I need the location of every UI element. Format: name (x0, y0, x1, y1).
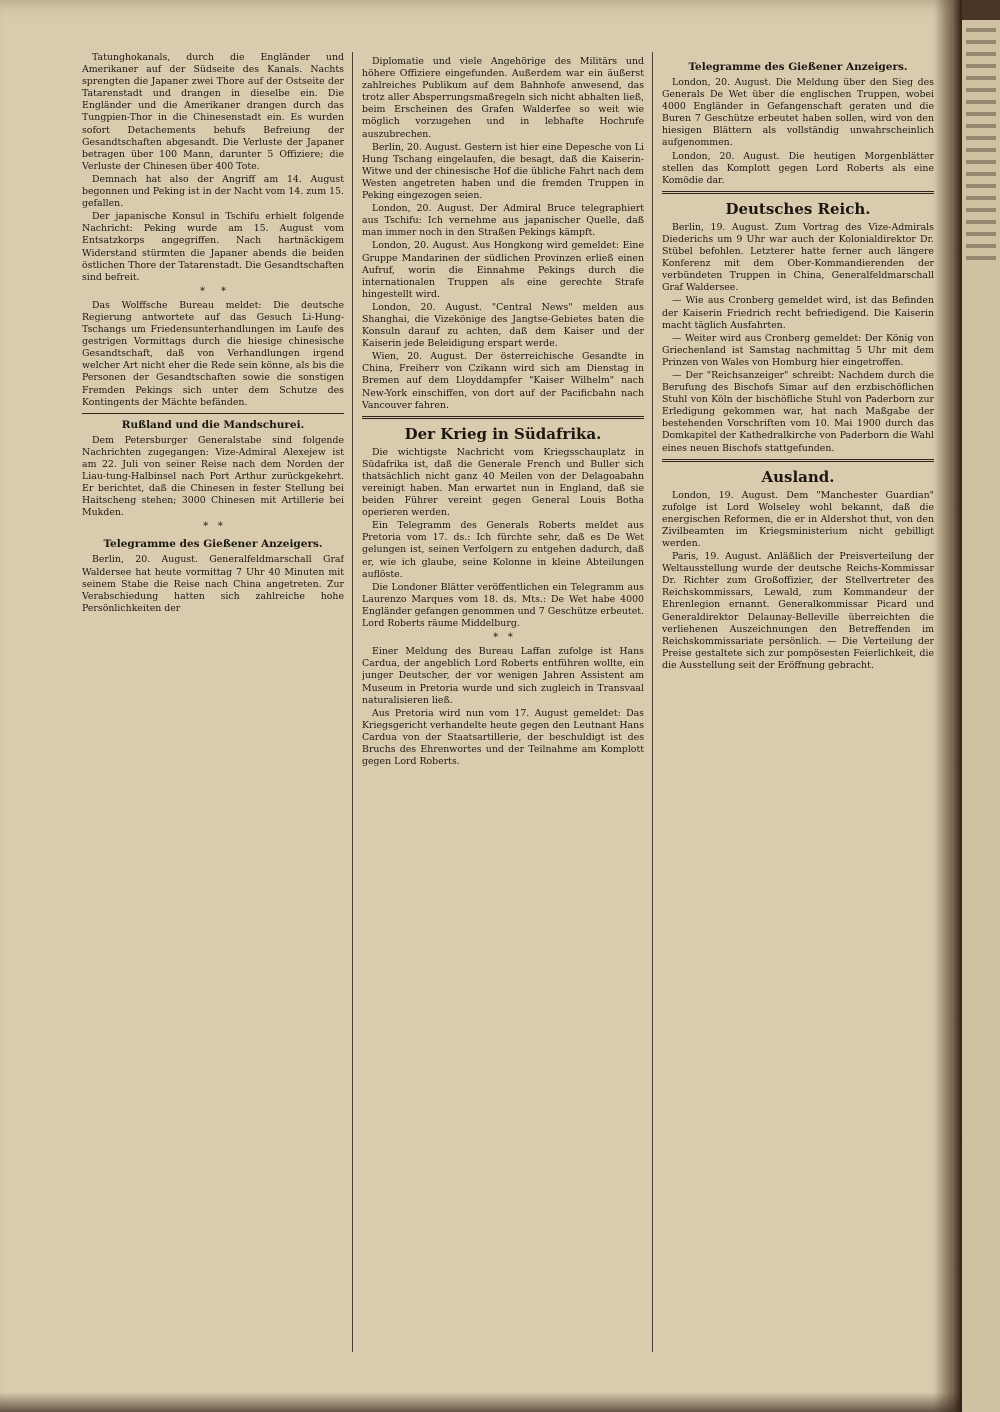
article-paragraph: Berlin, 20. August. Generalfeldmarschall Graf Waldersee hat heute vormittag 7 Uhr 40 Minuten mit seinem Stabe die Reise nach China angetreten. Zur Verabschiedung hatten sich zahlreiche hohe Persönlichkeiten der (82, 554, 344, 614)
section-heading: Der Krieg in Südafrika. (404, 424, 602, 443)
section-heading: Rußland und die Mandschurei. (121, 418, 305, 431)
section-heading: Ausland. (761, 467, 835, 486)
column-rule (352, 52, 353, 1352)
section-heading: Telegramme des Gießener Anzeigers. (688, 61, 908, 73)
article-paragraph: Der japanische Konsul in Tschifu erhielt folgende Nachricht: Peking wurde am 15. August vom Entsatzkorps angegriffen. Nach hartnäckigem Widerstand stürmten die Japaner abends die beiden östlichen Thore der Tatarenstadt. Die Gesandtschaften sind befreit. (82, 211, 344, 283)
article-paragraph: Demnach hat also der Angriff am 14. August begonnen und Peking ist in der Nacht vom 14. zum 15. gefallen. (82, 173, 344, 210)
column-left (82, 52, 344, 1342)
article-paragraph: London, 20. August. Die heutigen Morgenblätter stellen das Komplott gegen Lord Roberts als eine Komödie dar. (662, 150, 934, 186)
section-separator: * * (200, 285, 226, 297)
article-paragraph: Berlin, 20. August. Gestern ist hier eine Depesche von Li Hung Tschang eingelaufen, die besagt, daß die Kaiserin-Witwe und der chinesische Hof die übliche Fahrt nach dem Westen angetreten haben und die fremden Truppen in Peking eingezogen seien. (362, 141, 644, 202)
section-separator: * * (493, 632, 513, 644)
article-paragraph: Das Wolffsche Bureau meldet: Die deutsche Regierung antwortete auf das Gesuch Li-Hung-Tschangs um Friedensunterhandlungen im Laufe des gestrigen Vormittags durch die hiesige chinesische Gesandtschaft, daß von Verhandlungen irgend welcher Art nicht eher die Rede sein könne, als bis die Personen der Gesandtschaften sowie die sonstigen Fremden Pekings sich unter dem Schutze des Kontingents der Mächte befänden. (82, 299, 344, 408)
section-heading: Deutsches Reich. (725, 199, 871, 218)
column-middle (362, 56, 644, 1366)
article-paragraph: Einer Meldung des Bureau Laffan zufolge ist Hans Cardua, der angeblich Lord Roberts entführen wollte, ein junger Deutscher, der vor wenigen Jahren Assistent am Museum in Pretoria wurde und sich zugleich in Transvaal naturalisieren ließ. (362, 646, 644, 706)
article-paragraph: Aus Pretoria wird nun vom 17. August gemeldet: Das Kriegsgericht verhandelte heute gegen den Leutnant Hans Cardua von der Staatsartillerie, der beschuldigt ist des Bruchs des Ehrenwortes und der Teilnahme am Komplott gegen Lord Roberts. (362, 707, 644, 768)
binding-gutter (934, 0, 962, 1412)
article-paragraph: — Weiter wird aus Cronberg gemeldet: Der König von Griechenland ist Samstag nachmittag 5 Uhr mit dem Prinzen von Wales von Homburg hier eingetroffen. (662, 332, 934, 368)
article-paragraph: London, 20. August. Der Admiral Bruce telegraphiert aus Tschifu: Ich vernehme aus japanischer Quelle, daß man immer noch in den Straßen Pekings kämpft. (362, 203, 644, 239)
article-paragraph: London, 20. August. Die Meldung über den Sieg des Generals De Wet über die englischen Truppen, wobei 4000 Engländer in Gefangenschaft geraten und die Buren 7 Geschütze erbeutet haben sollen, wird von den hiesigen Blättern als vollständig unwahrscheinlich aufgenommen. (662, 77, 934, 149)
page-bottom-shadow (0, 1392, 962, 1412)
divider (662, 191, 934, 194)
divider (362, 416, 644, 419)
article-paragraph: Diplomatie und viele Angehörige des Militärs und höhere Offiziere eingefunden. Außerdem war ein äußerst zahlreiches Publikum auf dem Bahnhofe anwesend, das trotz aller Absperrungsmaßregeln sich nicht abhalten ließ, beim Erscheinen des Grafen Walderfee so weit wie möglich vorzugehen und in lebhafte Hochrufe auszubrechen. (362, 56, 644, 140)
article-paragraph: London, 20. August. "Central News" melden aus Shanghai, die Vizekönige des Jangtse-Gebietes baten die Konsuln darauf zu achten, daß dem Kaiser und der Kaiserin jede Beleidigung erspart werde. (362, 301, 644, 350)
article-paragraph: London, 20. August. Aus Hongkong wird gemeldet: Eine Gruppe Mandarinen der südlichen Provinzen erließ einen Aufruf, worin die Einnahme Pekings durch die internationalen Truppen als eine gerechte Strafe hingestellt wird. (362, 240, 644, 300)
article-paragraph: Paris, 19. August. Anläßlich der Preisverteilung der Weltausstellung wurde der deutsche Reichs-Kommissar Dr. Richter zum Großoffizier, der Stellvertreter des Reichskommissars, Lewald, zum Kommandeur der Ehrenlegion ernannt. Generalkommissar Picard und Generaldirektor Delaunay-Belleville überreichten die verliehenen Auszeichnungen den Betreffenden im Reichskommissariate persönlich. — Die Verteilung der Preise gestaltete sich zur pompösesten Feierlichkeit, die die Ausstellung seit der Eröffnung gebracht. (662, 551, 934, 671)
column-right (662, 56, 934, 1366)
article-paragraph: Dem Petersburger Generalstabe sind folgende Nachrichten zugegangen: Vize-Admiral Alexejew ist am 22. Juli von seiner Reise nach dem Norden der Liau-tung-Halbinsel nach Port Arthur zurückgekehrt. Er berichtet, daß die Chinesen in fester Stellung bei Haitscheng stehen; 3000 Chinesen mit Artillerie bei Mukden. (82, 434, 344, 519)
article-paragraph: — Wie aus Cronberg gemeldet wird, ist das Befinden der Kaiserin Friedrich recht befriedigend. Die Kaiserin macht täglich Ausfahrten. (662, 295, 934, 331)
article-paragraph: Tatunghokanals, durch die Engländer und Amerikaner auf der Südseite des Kanals. Nachts sprengten die Japaner zwei Thore auf der Ostseite der Tatarenstadt und drangen in dieselbe ein. Die Engländer und die Amerikaner drangen durch das Tungpien-Thor in die Chinesenstadt ein. Es wurden sofort Detachements behufs Befreiung der Gesandtschaften abgesandt. Die Verluste der Japaner betragen über 100 Mann, darunter 5 Offiziere; die Verluste der Chinesen über 400 Tote. (82, 52, 344, 172)
article-paragraph: Die wichtigste Nachricht vom Kriegsschauplatz in Südafrika ist, daß die Generale French und Buller sich thatsächlich nicht ganz 40 Meilen von der Delagoabahn vereinigt haben. Man erwartet nun in England, daß sie beiden Führer vereint gegen General Louis Botha operieren werden. (362, 446, 644, 519)
article-paragraph: Wien, 20. August. Der österreichische Gesandte in China, Freiherr von Czikann wird sich am Dienstag in Bremen auf dem Lloyddampfer "Kaiser Wilhelm" nach New-York einschiffen, von dort auf der Pacificbahn nach Vancouver fahren. (362, 351, 644, 411)
article-paragraph: Berlin, 19. August. Zum Vortrag des Vize-Admirals Diederichs um 9 Uhr war auch der Kolonialdirektor Dr. Stübel befohlen. Letzterer hatte ferner auch längere Konferenz mit dem Ober-Kommandierenden der verbündeten Truppen in China, Generalfeldmarschall Graf Waldersee. (662, 221, 934, 294)
article-paragraph: Ein Telegramm des Generals Roberts meldet aus Pretoria vom 17. ds.: Ich fürchte sehr, daß es De Wet gelungen ist, seinen Verfolgern zu entgehen dadurch, daß er, wie ich glaube, seine Kolonne in kleine Abteilungen auflöste. (362, 520, 644, 580)
section-separator: * * (203, 521, 223, 533)
article-paragraph: Die Londoner Blätter veröffentlichen ein Telegramm aus Laurenzo Marques vom 18. ds. Mts.: De Wet habe 4000 Engländer gefangen genommen und 7 Geschütze erbeutet. Lord Roberts räume Middelburg. (362, 581, 644, 630)
divider (662, 459, 934, 462)
adjacent-page-edge (962, 20, 1000, 1412)
article-paragraph: — Der "Reichsanzeiger" schreibt: Nachdem durch die Berufung des Bischofs Simar auf den erzbischöflichen Stuhl von Köln der bischöfliche Stuhl von Paderborn zur Erledigung gekommen war, hat nach Maßgabe der bestehenden Vorschriften vom 10. Mai 1900 durch das Domkapitel der Kathedralkirche von Paderborn die Wahl eines neuen Bischofs stattgefunden. (662, 369, 934, 454)
section-heading: Telegramme des Gießener Anzeigers. (103, 538, 323, 551)
article-paragraph: London, 19. August. Dem "Manchester Guardian" zufolge ist Lord Wolseley wohl bekannt, daß die energischen Reformen, die er in Aldershot thut, von den Zivilbeamten im Kriegsministerium nicht gebilligt werden. (662, 489, 934, 549)
divider (82, 413, 344, 414)
column-rule (652, 52, 653, 1352)
